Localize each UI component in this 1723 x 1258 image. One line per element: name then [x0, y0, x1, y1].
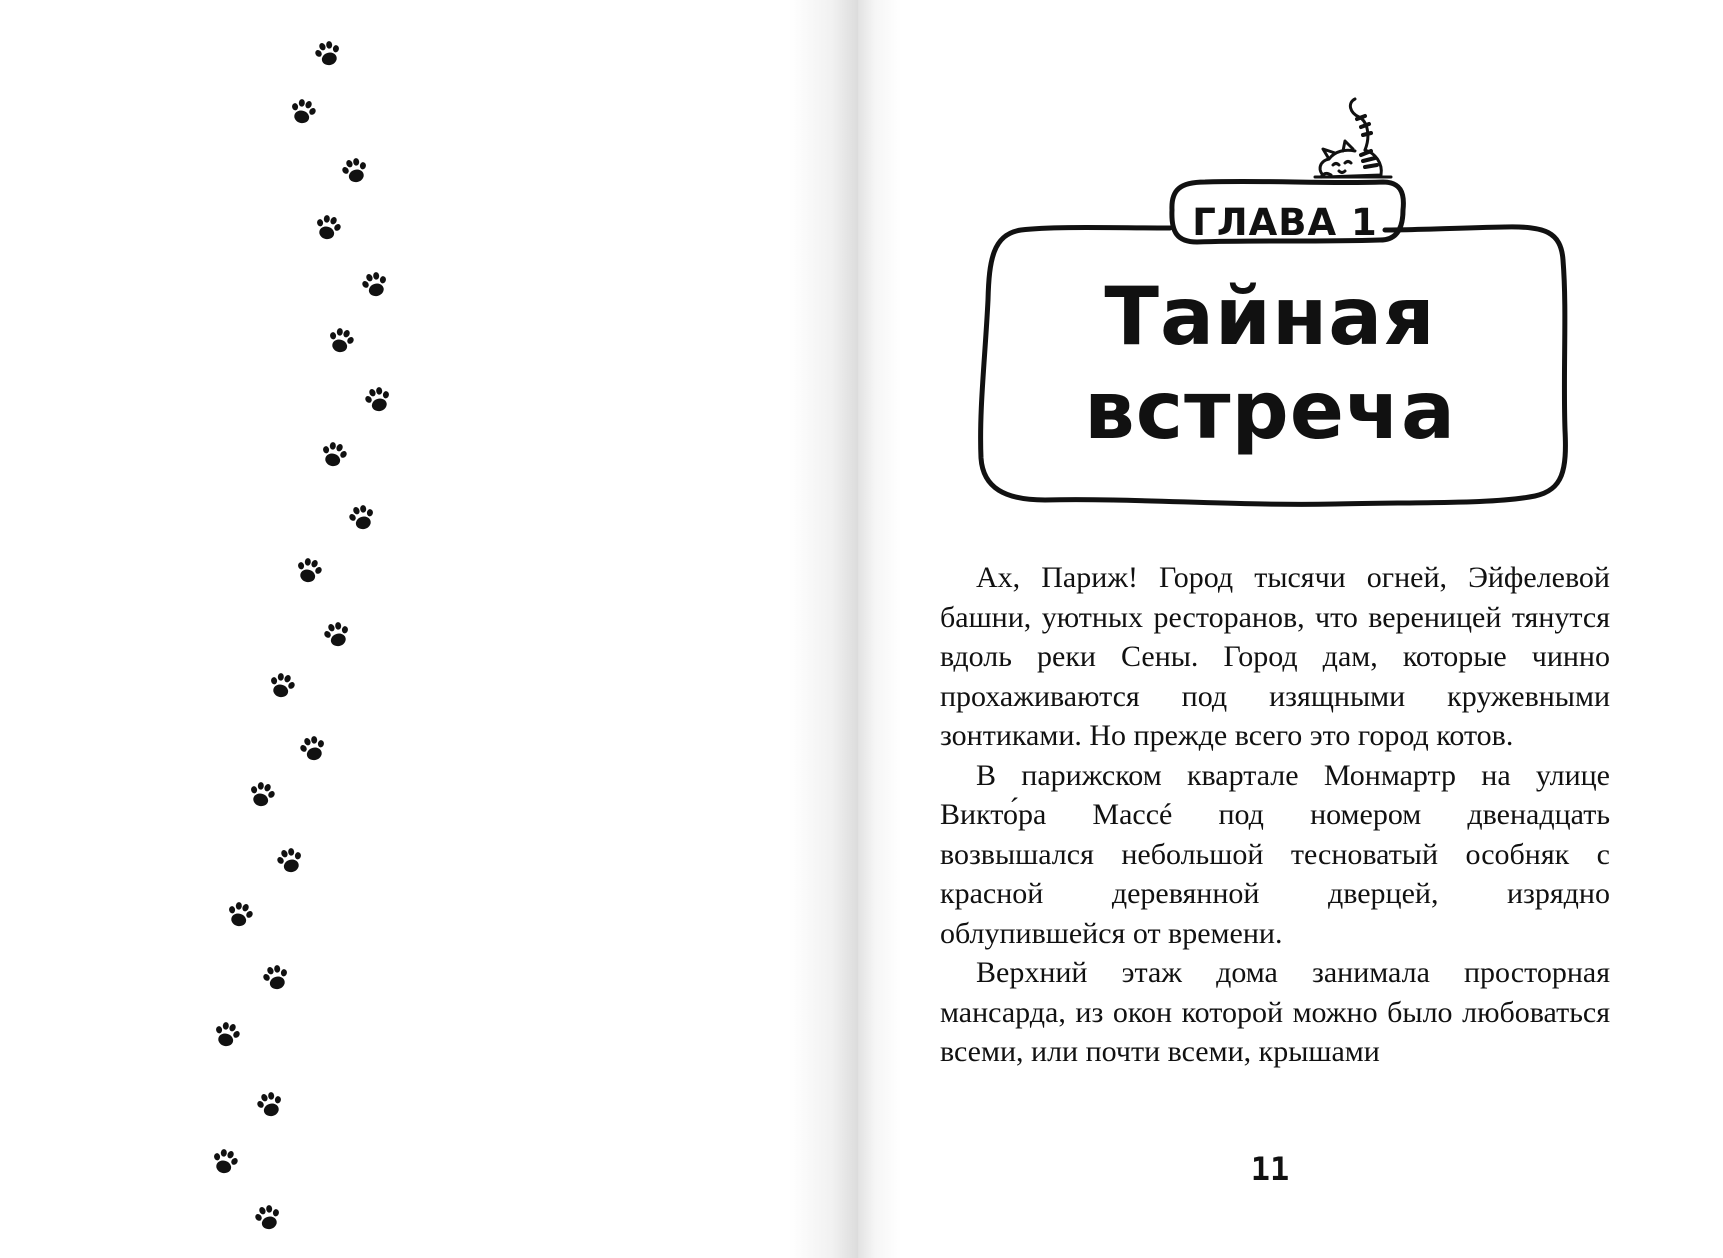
chapter-label: ГЛАВА 1: [1192, 201, 1378, 244]
paw-print-icon: [310, 210, 347, 247]
paragraph: Верхний этаж дома занимала просторная мансарда, из окон которой можно было любоваться всеми, или почти всеми, крышами: [940, 956, 1610, 1068]
paw-print-icon: [207, 1144, 244, 1181]
paw-print-icon: [291, 553, 328, 590]
left-page: [0, 0, 858, 1258]
paw-print-icon: [244, 777, 281, 814]
chapter-title-line-1: Тайная: [1104, 270, 1436, 363]
chapter-title: [1030, 270, 1510, 458]
paw-print-icon: [344, 500, 381, 537]
paw-print-icon: [264, 668, 301, 705]
paw-print-icon: [337, 153, 374, 190]
paw-print-icon: [250, 1200, 287, 1237]
paragraph: В парижском квартале Монмартр на улице Викто́ра Массé под номером двенадцать возвышался небольшой тесноватый особняк с красной деревянной дверцей, изрядно облупившейся от времени.: [940, 758, 1610, 950]
chapter-title-line-2: встреча: [1084, 364, 1456, 457]
paw-print-icon: [222, 897, 259, 934]
page-number: 11: [1250, 1150, 1290, 1188]
paw-print-icon: [252, 1087, 289, 1124]
paw-print-icon: [310, 36, 347, 73]
paw-print-icon: [360, 382, 397, 419]
paw-print-icon: [357, 267, 394, 304]
paragraph: Ах, Париж! Город тысячи огней, Эйфелевой башни, уютных ресторанов, что вереницей тянутся вдоль реки Сены. Город дам, которые чинно прохаживаются под изящными кружевными зонтиками. Но прежде всего это город котов.: [940, 561, 1610, 752]
paw-print-icon: [209, 1017, 246, 1054]
paw-print-icon: [323, 323, 360, 360]
paw-print-icon: [285, 94, 322, 131]
chapter-body: [940, 558, 1610, 1072]
paw-print-icon: [316, 437, 353, 474]
paw-print-icon: [272, 843, 309, 880]
paw-print-icon: [319, 617, 356, 654]
paw-print-icon: [295, 731, 332, 768]
paw-print-icon: [258, 960, 295, 997]
